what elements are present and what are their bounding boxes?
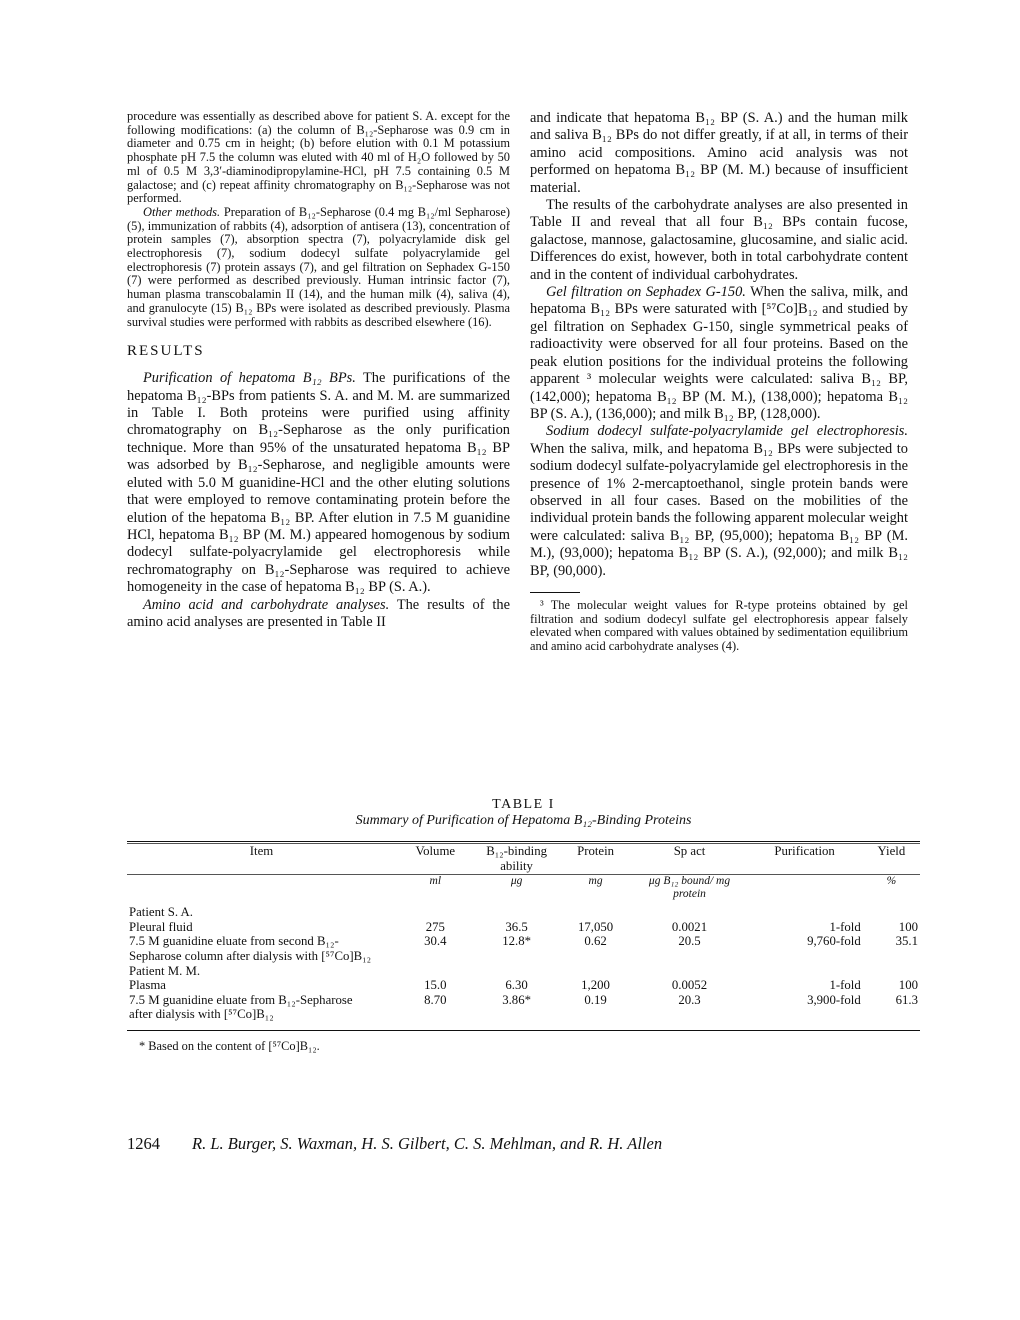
cell-yield: 100: [898, 919, 918, 934]
sds-page-text: When the saliva, milk, and hepatoma B₁₂ BPs were subjected to sodium dodecyl sulfate-polyacrylamide gel electrophoresis in the presence of 1% 2-mercaptoethanol, single protein bands were observed in all four cases. Based on the mobilities of the individual protein bands the following apparent molecular weight were calculated: saliva B₁₂ BP, (95,000); hepatoma B₁₂ BP (M. M.), (93,000); hepatoma B₁₂ BP (S. A.), (92,000); and milk B₁₂ BP, (90,000).: [530, 440, 908, 579]
table-bottom-rule: [127, 1030, 920, 1031]
table-1: [127, 797, 920, 1054]
right-column: [530, 110, 908, 654]
header-spact: Sp act: [673, 844, 706, 858]
cell-item: 7.5 M guanidine eluate from B₁₂-Sepharose after dialysis with [⁵⁷Co]B₁₂: [129, 992, 353, 1022]
results-heading: RESULTS: [127, 343, 205, 360]
cell-purification: 3,900-fold: [807, 992, 861, 1007]
methods-paragraph: procedure was essentially as described above for patient S. A. except for the following modifications: (a) the column of B₁₂-Sepharose was 0.9 cm in diameter and 0.75 cm in height; (b) before elution with 0.1 M potassium phosphate pH 7.5 the column was eluted with 40 ml of H₂O followed by 50 ml of 0.5 M 3,3′-diaminodipropylamine-HCl, pH 7.5 containing 0.5 M galactose; and (c) repeat affinity chromatography on B₁₂-Sepharose was not performed.: [127, 109, 510, 206]
cell-purification: 9,760-fold: [807, 934, 861, 949]
header-item: Item: [249, 844, 274, 858]
sds-page-paragraph: [530, 423, 908, 580]
table-row: [127, 978, 920, 993]
unit-volume: ml: [429, 875, 442, 888]
other-methods-lead: Other methods.: [143, 204, 221, 219]
header-binding: B₁₂-binding ability: [486, 844, 548, 873]
patient-mm-label: Patient M. M.: [129, 963, 201, 978]
table-label: TABLE I: [492, 797, 555, 812]
purification-lead: Purification of hepatoma B₁₂ BPs.: [143, 370, 356, 387]
cell-protein: 17,050: [577, 919, 614, 934]
gel-filtration-text: When the saliva, milk, and hepatoma B₁₂ BPs were saturated with [⁵⁷Co]B₁₂ and studied by gel filtration on Sephadex G-150, single symmetrical peaks of radioactivity were observed for all four proteins. Based on the peak elution positions for the individual proteins the following apparent ³ molecular weights were calculated: saliva B₁₂ BP, (142,000); hepatoma B₁₂ BP (M. M.), (138,000); hepatoma B₁₂ BP (S. A.), (136,000); and milk B₁₂ BP, (128,000).: [530, 284, 908, 422]
unit-binding: μg: [510, 875, 523, 888]
cell-spact: 20.3: [678, 992, 701, 1007]
table-row: [127, 920, 920, 935]
cell-spact: 20.5: [678, 934, 701, 949]
header-yield: Yield: [877, 844, 906, 858]
cell-item: Plasma: [129, 978, 166, 993]
table-title: Summary of Purification of Hepatoma B₁₂-Binding Proteins: [355, 813, 692, 828]
cell-purification: 1-fold: [829, 919, 861, 934]
purification-paragraph: [127, 370, 510, 596]
table-row: [127, 901, 920, 920]
cell-yield: 100: [898, 978, 918, 993]
cell-yield: 35.1: [895, 934, 918, 949]
carbohydrate-paragraph: The results of the carbohydrate analyses are also presented in Table II and reveal that all four B₁₂ BPs contain fucose, galactose, mannose, galactosamine, glucosamine, and sialic acid. Differences do exist, however, both in total carbohydrate content and in the content of individual carbohydrates.: [530, 197, 908, 283]
header-protein: Protein: [577, 844, 615, 858]
table-footnote: * Based on the content of [⁵⁷Co]B₁₂.: [139, 1038, 320, 1053]
amino-acid-continued-paragraph: and indicate that hepatoma B₁₂ BP (S. A.) and the human milk and saliva B₁₂ BPs do not differ greatly, if at all, in terms of their amino acid compositions. Amino acid analysis was not performed on hepatoma B₁₂ BP (M. M.) because of insufficient material.: [530, 110, 908, 196]
unit-yield: %: [886, 875, 897, 888]
amino-acid-text: The results of the amino acid analyses are presented in Table II: [127, 596, 510, 630]
other-methods-text: Preparation of B₁₂-Sepharose (0.4 mg B₁₂/ml Sepharose) (5), immunization of rabbits (4), adsorption of antisera (13), concentration of protein samples (7), absorption spectra (7), polyacrylamide disk gel electrophoresis (7), sodium dodecyl sulfate polyacrylamide gel electrophoresis (7) protein assays (7), and gel filtration on Sephadex G-150 (7) were performed as described previously. Human intrinsic factor (7), human plasma transcobalamin II (14), and the human milk (4), saliva (4), and granulocyte (15) B₁₂ BPs were isolated as described previously. Plasma survival studies were performed with rabbits as described elsewhere (16).: [127, 204, 511, 329]
table-top-rule: [127, 841, 920, 842]
cell-spact: 0.0052: [671, 978, 708, 993]
cell-protein: 1,200: [581, 978, 610, 993]
units-row: [127, 875, 920, 901]
cell-binding: 3.86*: [502, 992, 531, 1007]
cell-spact: 0.0021: [671, 919, 708, 934]
cell-yield: 61.3: [895, 992, 918, 1007]
footnote-3: ³ The molecular weight values for R-type proteins obtained by gel filtration and sodium dodecyl sulfate gel electrophoresis appear falsely elevated when compared with values obtained by sedimentation equilibrium and amino acid carbohydrate analyses (4).: [530, 597, 908, 654]
cell-purification: 1-fold: [829, 978, 861, 993]
sds-page-lead: Sodium dodecyl sulfate-polyacrylamide gel electrophoresis.: [546, 423, 908, 440]
header-volume: Volume: [415, 844, 456, 858]
gel-filtration-paragraph: [530, 284, 908, 423]
page-number: 1264: [127, 1134, 160, 1153]
cell-item: Pleural fluid: [129, 919, 193, 934]
left-column: [127, 110, 510, 631]
patient-sa-label: Patient S. A.: [129, 905, 193, 920]
cell-binding: 36.5: [505, 919, 528, 934]
table-row: [127, 993, 920, 1022]
amino-acid-lead: Amino acid and carbohydrate analyses.: [143, 596, 390, 613]
cell-binding: 6.30: [505, 978, 528, 993]
unit-protein: mg: [588, 875, 603, 888]
table-row: [127, 964, 920, 979]
cell-volume: 275: [425, 919, 445, 934]
gel-filtration-lead: Gel filtration on Sephadex G-150.: [546, 284, 746, 301]
cell-binding: 12.8*: [502, 934, 531, 949]
cell-protein: 0.62: [584, 934, 607, 949]
purification-table: [127, 844, 920, 1022]
purification-text: The purifications of the hepatoma B₁₂-BPs from patients S. A. and M. M. are summarized in Table I. Both proteins were purified using affinity chromatography on B₁₂-Sepharose as the only purification technique. More than 95% of the unsaturated hepatoma B₁₂ BP was adsorbed by B₁₂-Sepharose, and negligible amounts were eluted with 5.0 M guanidine-HCl and the other eluting solutions that were employed to remove contaminating protein before the elution of the hepatoma B₁₂ BP. After elution in 7.5 M guanidine HCl, hepatoma B₁₂ BP (M. M.) appeared homogenous by sodium dodecyl sulfate-polyacrylamide gel electrophoresis while rechromatography on B₁₂-Sepharose was required to achieve homogeneity in the case of hepatoma B₁₂ BP (S. A.).: [127, 370, 510, 596]
running-authors: R. L. Burger, S. Waxman, H. S. Gilbert, C. S. Mehlman, and R. H. Allen: [192, 1134, 663, 1153]
table-row: [127, 934, 920, 963]
cell-volume: 30.4: [424, 934, 447, 949]
cell-item: 7.5 M guanidine eluate from second B₁₂-Sepharose column after dialysis with [⁵⁷Co]B₁₂: [129, 934, 372, 963]
table-header-row: [127, 844, 920, 873]
amino-acid-paragraph: [127, 597, 510, 632]
header-purification: Purification: [774, 844, 835, 858]
footnote-divider: [530, 592, 580, 593]
unit-spact: μg B₁₂ bound/ mg protein: [648, 875, 731, 901]
other-methods-paragraph: [127, 206, 510, 329]
cell-volume: 8.70: [424, 992, 447, 1007]
table-caption: [127, 797, 920, 829]
cell-protein: 0.19: [584, 992, 607, 1007]
cell-volume: 15.0: [424, 978, 447, 993]
